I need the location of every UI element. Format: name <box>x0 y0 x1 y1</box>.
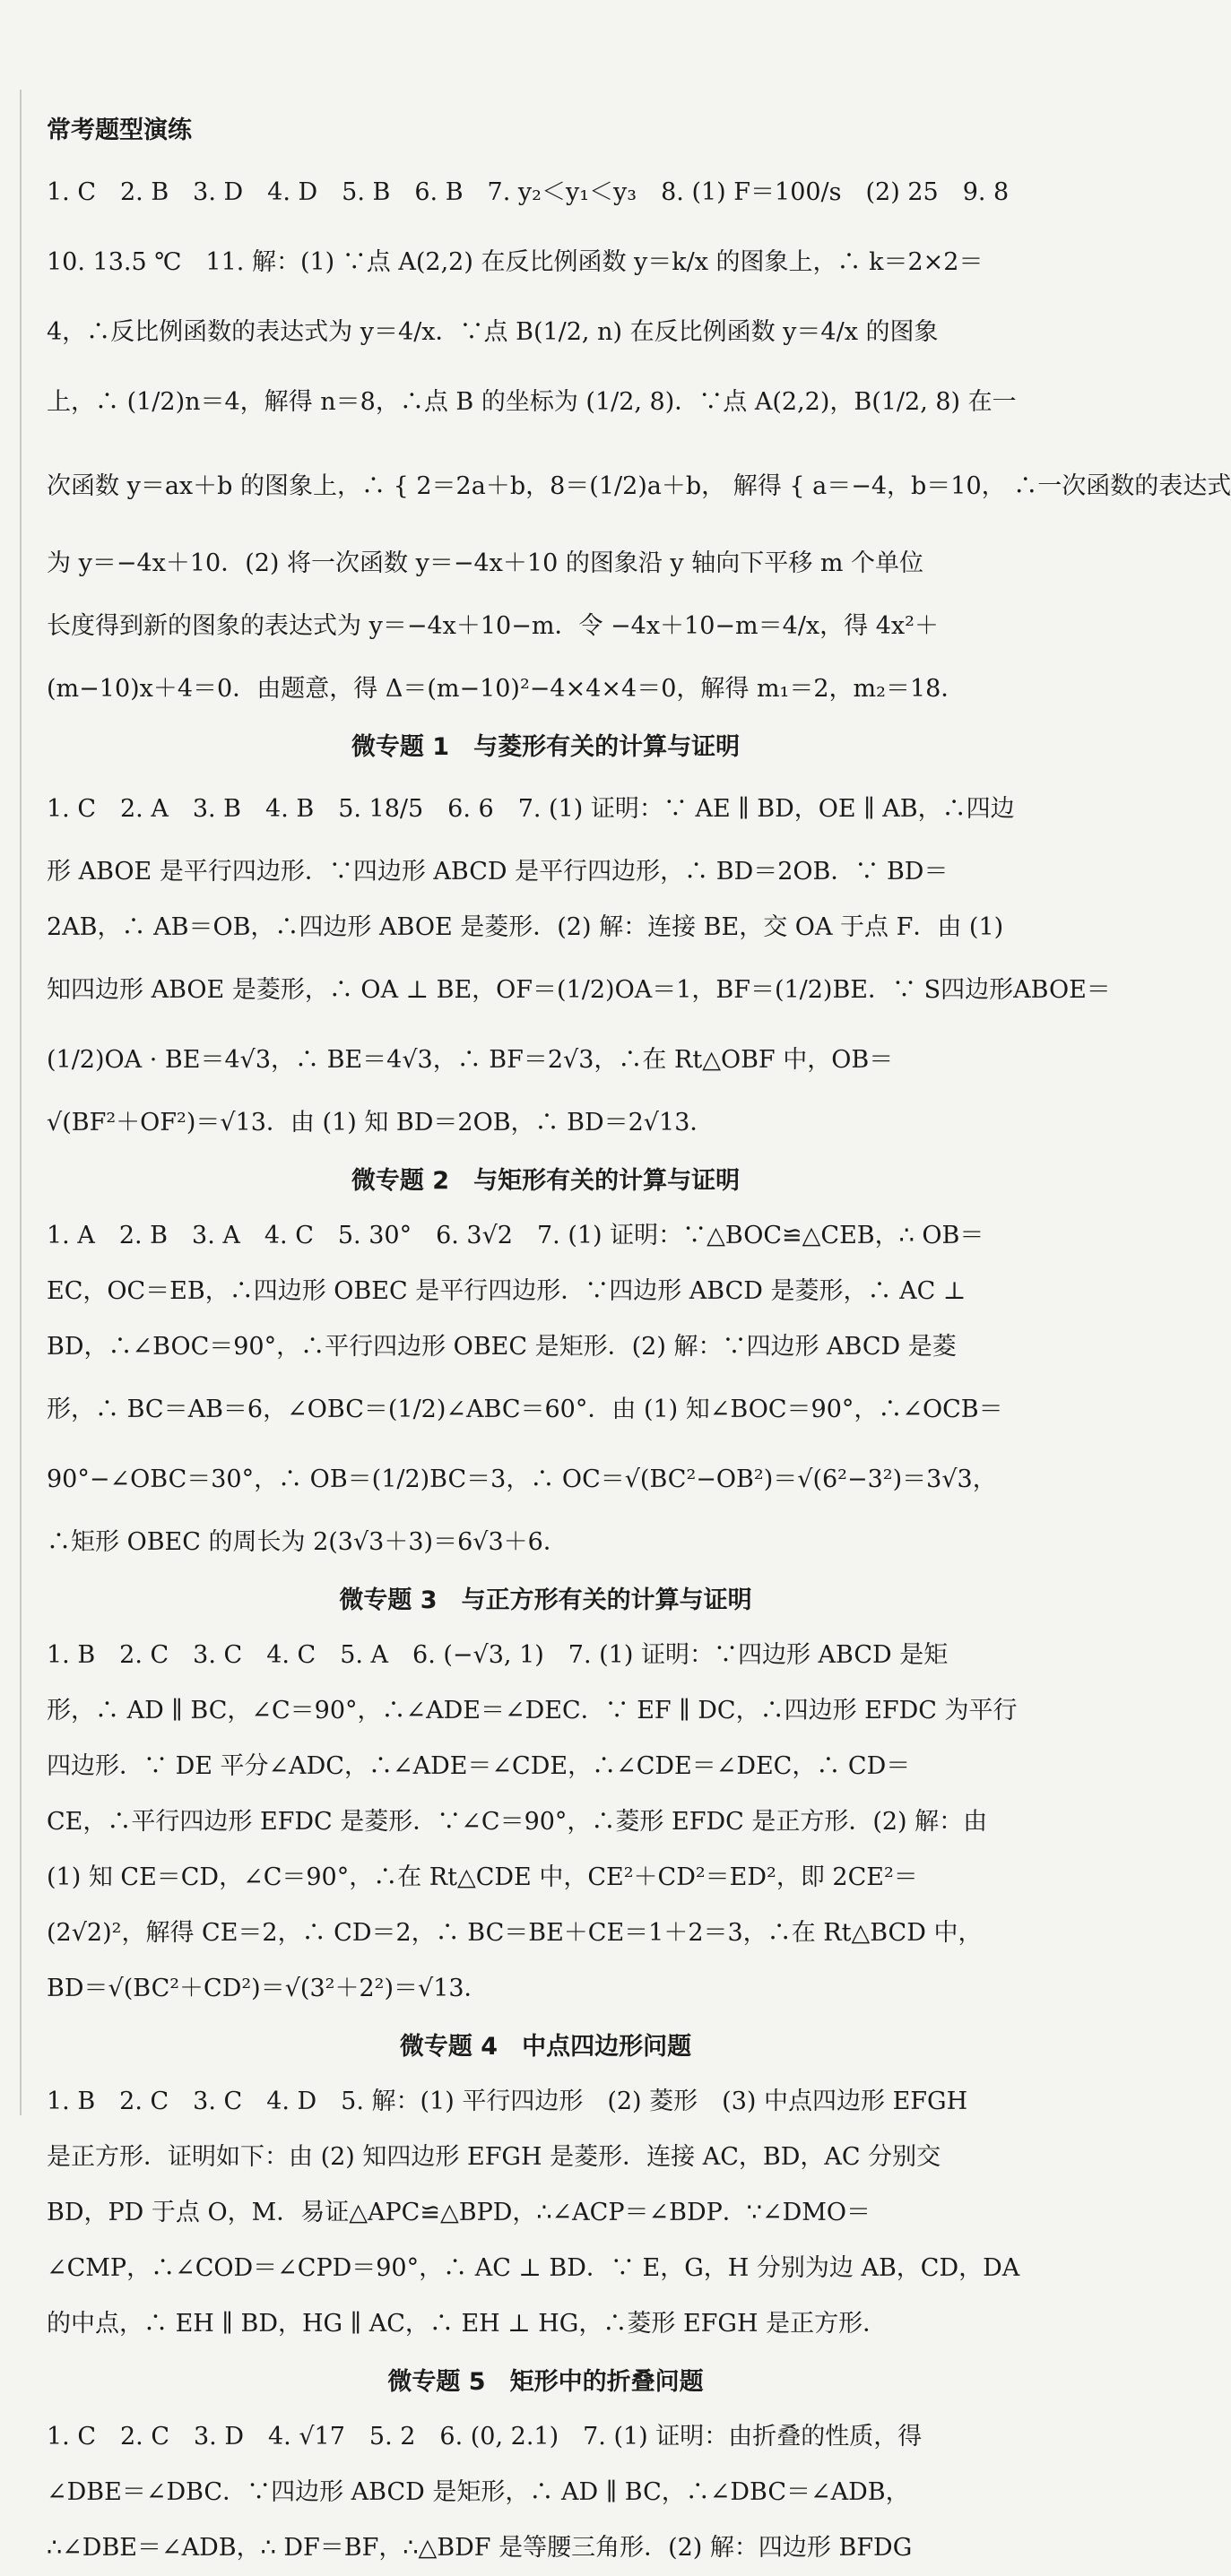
section-title: 微专题 1 与菱形有关的计算与证明 <box>351 733 741 761</box>
section-title: 微专题 5 矩形中的折叠问题 <box>387 2368 704 2396</box>
answer-line: 2AB，∴ AB＝OB，∴四边形 ABOE 是菱形．(2) 解：连接 BE，交 OA 于点 F．由 (1) <box>47 913 1004 941</box>
answer-line: BD，PD 于点 O，M．易证△APC≌△BPD，∴∠ACP＝∠BDP．∵∠DMO＝ <box>47 2199 871 2226</box>
answer-line: (1) 知 CE＝CD，∠C＝90°，∴在 Rt△CDE 中，CE²＋CD²＝ED²，即 2CE²＝ <box>47 1863 918 1891</box>
answer-line: 10. 13.5 ℃ 11. 解：(1) ∵点 A(2,2) 在反比例函数 y＝k/x 的图象上，∴ k＝2×2＝ <box>47 248 984 276</box>
answer-line: 是正方形．证明如下：由 (2) 知四边形 EFGH 是菱形．连接 AC，BD，AC 分别交 <box>47 2143 941 2171</box>
answer-line: 1. A 2. B 3. A 4. C 5. 30° 6. 3√2 7. (1) 证明：∵△BOC≌△CEB，∴ OB＝ <box>47 1222 984 1249</box>
answer-line: 形 ABOE 是平行四边形．∵四边形 ABCD 是平行四边形，∴ BD＝2OB．∵ BD＝ <box>47 858 949 886</box>
section-title: 微专题 3 与正方形有关的计算与证明 <box>339 1586 752 1614</box>
answer-line: ∠DBE＝∠DBC．∵四边形 ABCD 是矩形，∴ AD ∥ BC，∴∠DBC＝∠ADB， <box>47 2478 910 2506</box>
answer-line: √(BF²＋OF²)＝√13．由 (1) 知 BD＝2OB，∴ BD＝2√13． <box>47 1109 715 1137</box>
answer-line: EC，OC＝EB，∴四边形 OBEC 是平行四边形．∵四边形 ABCD 是菱形，∴ AC ⊥ <box>47 1277 967 1305</box>
answer-line: 次函数 y＝ax＋b 的图象上，∴ { 2＝2a＋b，8＝(1/2)a＋b， 解得 { a＝−4，b＝10， ∴一次函数的表达式 <box>47 472 1231 500</box>
answer-line: 形，∴ AD ∥ BC，∠C＝90°，∴∠ADE＝∠DEC．∵ EF ∥ DC，∴四边形 EFDC 为平行 <box>47 1697 1018 1725</box>
answer-line: BD＝√(BC²＋CD²)＝√(3²＋2²)＝√13． <box>47 1975 489 2002</box>
answer-line: (2√2)²，解得 CE＝2，∴ CD＝2，∴ BC＝BE＋CE＝1＋2＝3，∴在 Rt△BCD 中， <box>47 1919 983 1947</box>
section-midpoint-quadrilateral <box>47 2022 1045 2352</box>
section-title: 常考题型演练 <box>47 117 192 144</box>
answer-line: (1/2)OA · BE＝4√3，∴ BE＝4√3，∴ BF＝2√3，∴在 Rt△OBF 中，OB＝ <box>47 1046 894 1074</box>
answer-line: 的中点，∴ EH ∥ BD，HG ∥ AC，∴ EH ⊥ HG，∴菱形 EFGH 是正方形． <box>47 2310 888 2338</box>
section-rectangle-folding <box>47 2357 1045 2576</box>
answer-line: 90°−∠OBC＝30°，∴ OB＝(1/2)BC＝3，∴ OC＝√(BC²−OB²)＝√(6²−3²)＝3√3， <box>47 1465 997 1493</box>
answer-line: 为 y＝−4x＋10．(2) 将一次函数 y＝−4x＋10 的图象沿 y 轴向下平移 m 个单位 <box>47 549 924 577</box>
answer-line: BD，∴∠BOC＝90°，∴平行四边形 OBEC 是矩形．(2) 解：∵四边形 ABCD 是菱 <box>47 1333 957 1361</box>
margin-rule <box>20 90 22 2115</box>
section-title: 微专题 2 与矩形有关的计算与证明 <box>351 1167 741 1195</box>
answer-line: 4，∴反比例函数的表达式为 y＝4/x．∵点 B(1/2, n) 在反比例函数 y＝4/x 的图象 <box>47 318 939 346</box>
answer-line: CE，∴平行四边形 EFDC 是菱形．∵∠C＝90°，∴菱形 EFDC 是正方形．(2) 解：由 <box>47 1808 988 1836</box>
section-title: 微专题 4 中点四边形问题 <box>399 2033 692 2061</box>
answer-line: 四边形．∵ DE 平分∠ADC，∴∠ADE＝∠CDE，∴∠CDE＝∠DEC，∴ CD＝ <box>47 1752 911 1780</box>
answer-line: 形，∴ BC＝AB＝6，∠OBC＝(1/2)∠ABC＝60°．由 (1) 知∠BOC＝90°，∴∠OCB＝ <box>47 1396 1003 1423</box>
answer-line: ∴矩形 OBEC 的周长为 2(3√3＋3)＝6√3＋6． <box>47 1528 568 1556</box>
answer-line: 长度得到新的图象的表达式为 y＝−4x＋10−m．令 −4x＋10−m＝4/x，得 4x²＋ <box>47 612 939 640</box>
answer-line: 1. B 2. C 3. C 4. C 5. A 6. (−√3, 1) 7. (1) 证明：∵四边形 ABCD 是矩 <box>47 1641 949 1669</box>
section-rectangle <box>47 1156 1045 1570</box>
section-common-exercises <box>47 106 1231 717</box>
section-square <box>47 1576 1045 2017</box>
answer-line: 知四边形 ABOE 是菱形，∴ OA ⊥ BE，OF＝(1/2)OA＝1，BF＝(1/2)BE．∵ S四边形ABOE＝ <box>47 976 1111 1004</box>
answer-line: (m−10)x＋4＝0．由题意，得 Δ＝(m−10)²−4×4×4＝0，解得 m₁＝2，m₂＝18． <box>47 675 966 703</box>
answer-line: 1. B 2. C 3. C 4. D 5. 解：(1) 平行四边形 (2) 菱形 (3) 中点四边形 EFGH <box>47 2088 968 2115</box>
answer-line: 1. C 2. C 3. D 4. √17 5. 2 6. (0, 2.1) 7. (1) 证明：由折叠的性质，得 <box>47 2423 923 2451</box>
answer-line: ∠CMP，∴∠COD＝∠CPD＝90°，∴ AC ⊥ BD．∵ E，G，H 分别为边 AB，CD，DA <box>47 2254 1020 2282</box>
answer-line: ∴∠DBE＝∠ADB，∴ DF＝BF，∴△BDF 是等腰三角形．(2) 解：四边形 BFDG <box>47 2534 913 2562</box>
answer-line: 上，∴ (1/2)n＝4，解得 n＝8，∴点 B 的坐标为 (1/2, 8)．∵点 A(2,2)，B(1/2, 8) 在一 <box>47 388 1017 416</box>
section-rhombus <box>47 722 1111 1151</box>
answer-line: 1. C 2. A 3. B 4. B 5. 18/5 6. 6 7. (1) 证明：∵ AE ∥ BD，OE ∥ AB，∴四边 <box>47 795 1015 823</box>
answer-line: 1. C 2. B 3. D 4. D 5. B 6. B 7. y₂＜y₁＜y₃ 8. (1) F＝100/s (2) 25 9. 8 <box>47 178 1010 206</box>
